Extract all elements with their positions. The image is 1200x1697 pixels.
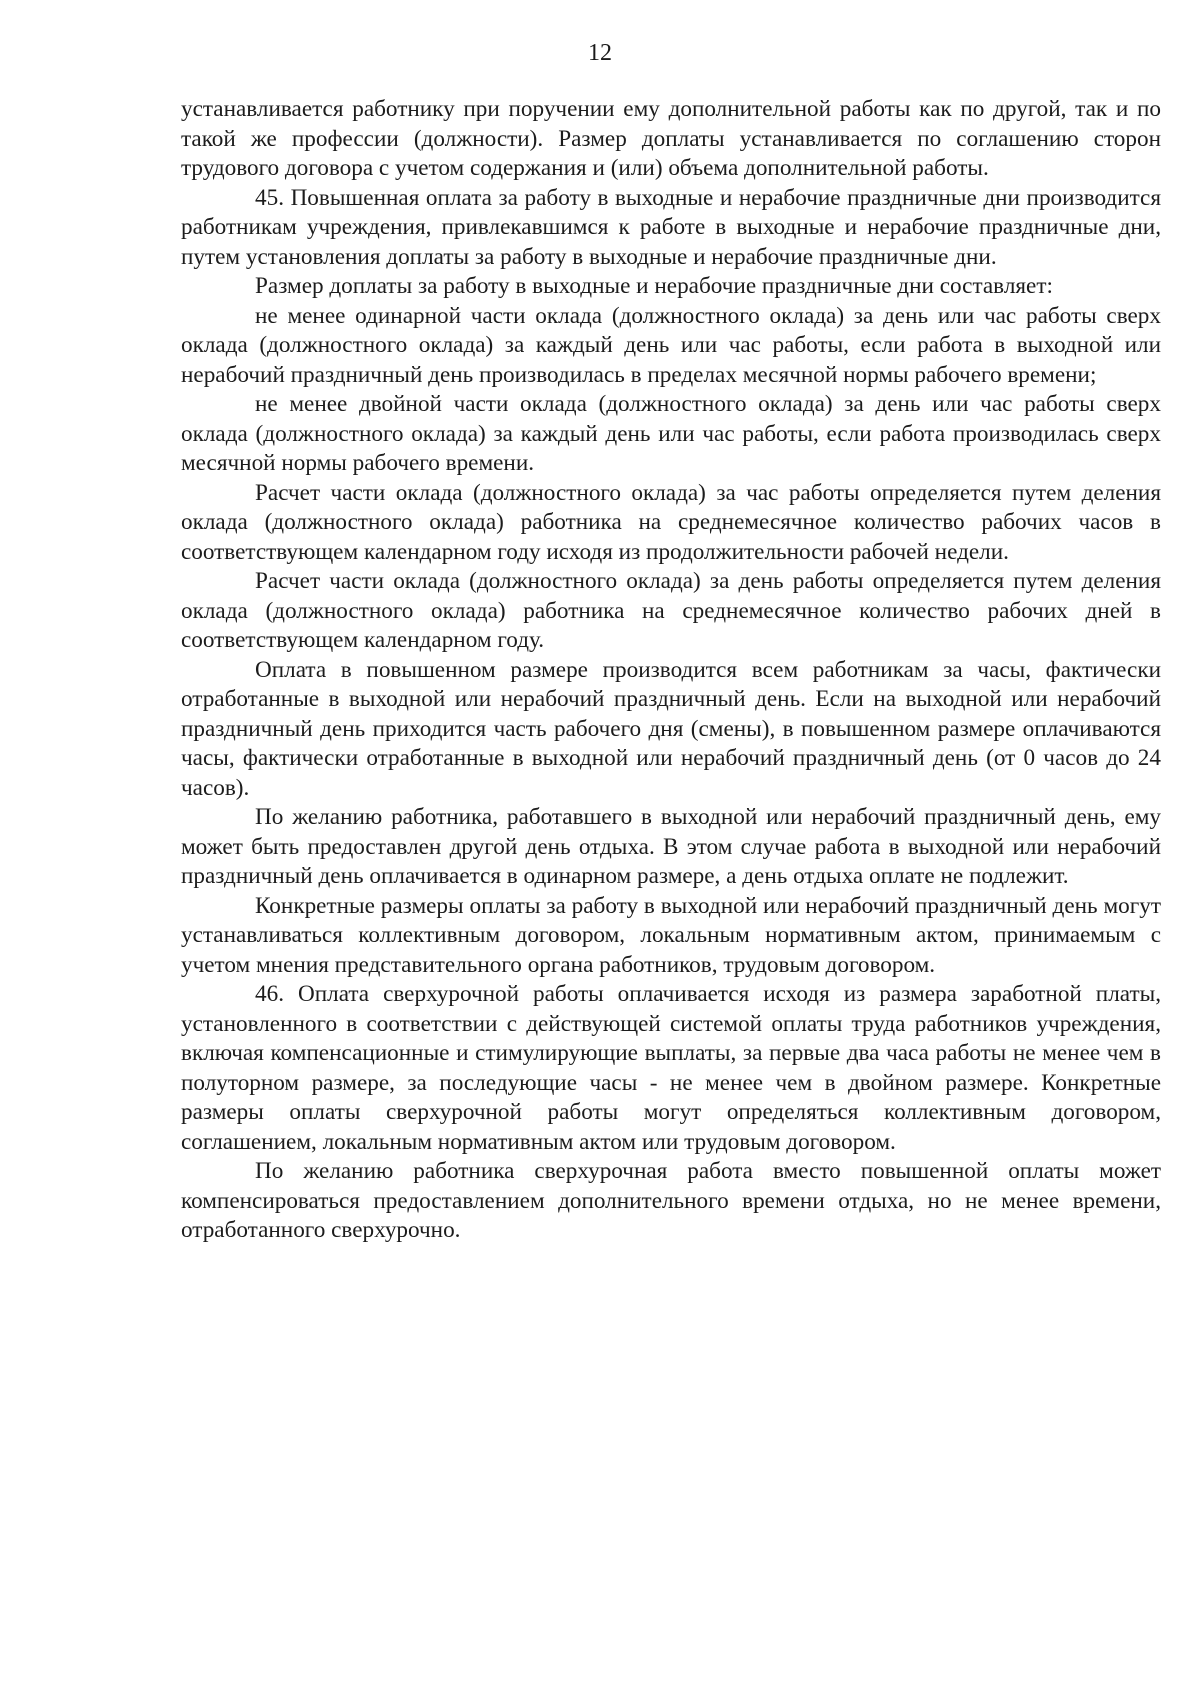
paragraph-holiday-pay-size: Размер доплаты за работу в выходные и нерабочие праздничные дни составляет: (255, 273, 1053, 299)
paragraph-overtime-compensation: По желанию работника сверхурочная работа вместо повышенной оплаты может компенсироваться предоставлением дополнительного времени отдыха, но не менее времени, отработанного сверхурочно. (181, 1158, 1161, 1243)
paragraph-hourly-calc: Расчет части оклада (должностного оклада) за час работы определяется путем деления оклада (должностного оклада) работника на среднемесячное количество рабочих часов в соответствующем календарном году исходя из продолжительности рабочей недели. (181, 479, 1161, 565)
paragraph-daily-calc: Расчет части оклада (должностного оклада) за день работы определяется путем деления оклада (должностного оклада) работника на среднемесячное количество рабочих дней в соответствующем календарном году. (181, 568, 1161, 653)
paragraph-specific-amounts: Конкретные размеры оплаты за работу в выходной или нерабочий праздничный день могут устанавливаться коллективным договором, локальным нормативным актом, принимаемым с учетом мнения представительного органа работников, трудовым договором. (181, 892, 1161, 978)
paragraph-continuation: устанавливается работнику при поручении ему дополнительной работы как по другой, так и по такой же профессии (должности). Размер доплаты устанавливается по соглашению сторон трудового договора с учетом содержания и (или) объема дополнительной работы. (181, 96, 1161, 181)
page-number: 12 (588, 40, 612, 66)
paragraph-45: 45. Повышенная оплата за работу в выходные и нерабочие праздничные дни производится работникам учреждения, привлекавшимся к работе в выходные и нерабочие праздничные дни, путем установления доплаты за работу в выходные и нерабочие праздничные дни. (181, 184, 1161, 270)
paragraph-double-rate: не менее двойной части оклада (должностного оклада) за день или час работы сверх оклада (должностного оклада) за каждый день или час работы, если работа производилась сверх месячной нормы рабочего времени. (181, 391, 1161, 476)
document-body (181, 95, 1161, 1246)
paragraph-day-off: По желанию работника, работавшего в выходной или нерабочий праздничный день, ему может быть предоставлен другой день отдыха. В этом случае работа в выходной или нерабочий праздничный день оплачивается в одинарном размере, а день отдыха оплате не подлежит. (181, 804, 1161, 889)
paragraph-46: 46. Оплата сверхурочной работы оплачивается исходя из размера заработной платы, установленного в соответствии с действующей системой оплаты труда работников учреждения, включая компенсационные и стимулирующие выплаты, за первые два часа работы не менее чем в полуторном размере, за последующие часы - не менее чем в двойном размере. Конкретные размеры оплаты сверхурочной работы могут определяться коллективным договором, соглашением, локальным нормативным актом или трудовым договором. (181, 981, 1161, 1155)
paragraph-single-rate: не менее одинарной части оклада (должностного оклада) за день или час работы сверх оклада (должностного оклада) за каждый день или час работы, если работа в выходной или нерабочий праздничный день производилась в пределах месячной нормы рабочего времени; (181, 302, 1161, 388)
paragraph-increased-pay: Оплата в повышенном размере производится всем работникам за часы, фактически отработанные в выходной или нерабочий праздничный день. Если на выходной или нерабочий праздничный день приходится часть рабочего дня (смены), в повышенном размере оплачиваются часы, фактически отработанные в выходной или нерабочий праздничный день (от 0 часов до 24 часов). (181, 656, 1161, 801)
